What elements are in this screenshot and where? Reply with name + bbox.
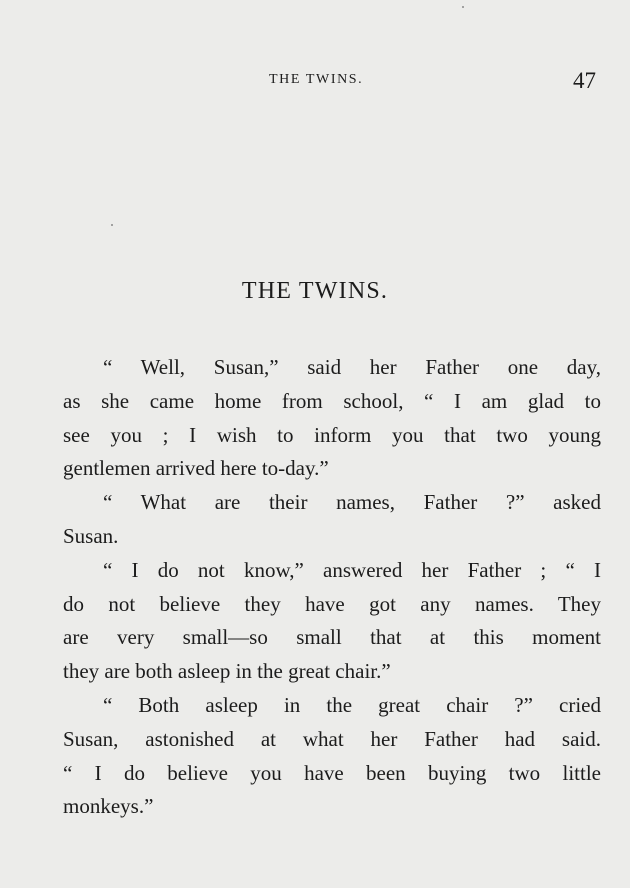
chapter-title: THE TWINS. <box>241 278 389 304</box>
text-line: as she came home from school, “ I am glad to <box>63 388 601 413</box>
running-header <box>0 68 630 96</box>
text-line: Susan. <box>63 523 119 548</box>
text-line: “ Both asleep in the great chair ?” cried <box>103 692 601 717</box>
text-line: are very small—so small that at this moment <box>63 625 601 650</box>
text-line: do not believe they have got any names. They <box>63 591 601 616</box>
text-line: “ I do believe you have been buying two little <box>63 760 601 785</box>
text-line: “ I do not know,” answered her Father ; “ I <box>103 557 601 582</box>
text-line: “ What are their names, Father ?” asked <box>103 490 601 515</box>
text-line: they are both asleep in the great chair.” <box>63 659 391 684</box>
body-text <box>63 351 601 824</box>
paper-speck <box>462 6 464 8</box>
text-line: Susan, astonished at what her Father had said. <box>63 726 601 751</box>
text-line: monkeys.” <box>63 794 154 819</box>
text-line: “ Well, Susan,” said her Father one day, <box>103 355 601 379</box>
text-line: see you ; I wish to inform you that two young <box>63 422 601 447</box>
text-line: gentlemen arrived here to-day.” <box>63 456 329 481</box>
paper-speck <box>111 224 113 226</box>
running-title: THE TWINS. <box>269 72 364 87</box>
page-number: 47 <box>573 68 596 93</box>
